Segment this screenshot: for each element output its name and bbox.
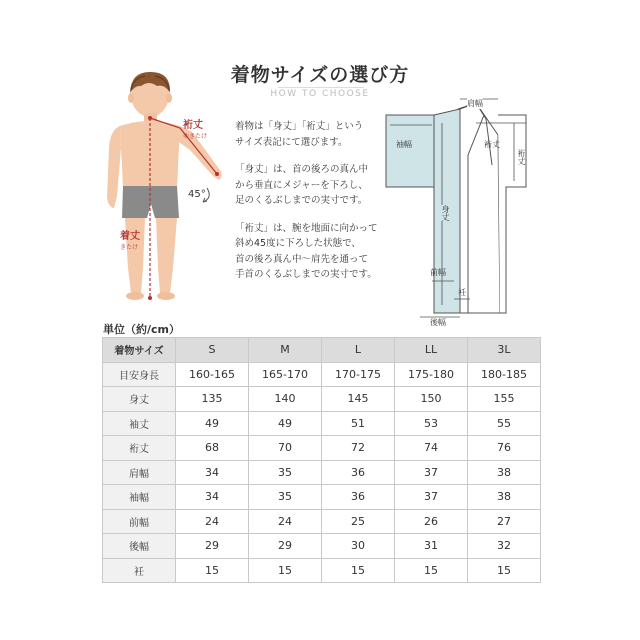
table-cell: 34 <box>176 485 249 510</box>
table-cell: 165-170 <box>249 362 322 387</box>
table-header-cell: 着物サイズ <box>103 338 176 363</box>
body-measure-figure <box>95 68 240 318</box>
table-cell: 15 <box>322 558 395 583</box>
table-cell: 175-180 <box>395 362 468 387</box>
table-cell: 49 <box>176 411 249 436</box>
table-cell: 150 <box>395 387 468 412</box>
yuki-label: 裄丈 <box>183 120 203 131</box>
table-cell: 51 <box>322 411 395 436</box>
table-cell: 72 <box>322 436 395 461</box>
okumi-label: 衽 <box>458 288 466 297</box>
table-cell: 180-185 <box>468 362 541 387</box>
size-table <box>102 337 541 583</box>
angle-label: 45° <box>188 189 206 200</box>
desc-line: から垂直にメジャーを下ろし、 <box>235 179 368 191</box>
table-cell: 15 <box>468 558 541 583</box>
table-cell: 155 <box>468 387 541 412</box>
kitake-reading: きたけ <box>120 244 139 251</box>
table-header-cell: LL <box>395 338 468 363</box>
table-cell: 15 <box>395 558 468 583</box>
table-row <box>103 387 541 412</box>
table-cell: 37 <box>395 460 468 485</box>
table-cell: 37 <box>395 485 468 510</box>
maehaba-label: 前幅 <box>430 268 446 277</box>
table-cell: 135 <box>176 387 249 412</box>
table-cell: 76 <box>468 436 541 461</box>
table-cell: 25 <box>322 509 395 534</box>
table-header-cell: L <box>322 338 395 363</box>
desc-line: サイズ表記にて選びます。 <box>235 136 348 148</box>
desc-line: 首の後ろ真ん中～肩先を通って <box>235 253 369 265</box>
table-row <box>103 509 541 534</box>
table-cell: 31 <box>395 534 468 559</box>
table-cell: 170-175 <box>322 362 395 387</box>
table-cell: 34 <box>176 460 249 485</box>
human-back-illustration <box>95 68 240 318</box>
table-cell: 145 <box>322 387 395 412</box>
row-label: 肩幅 <box>103 460 176 485</box>
table-cell: 38 <box>468 460 541 485</box>
table-row <box>103 534 541 559</box>
table-cell: 36 <box>322 460 395 485</box>
katahaba-label: 肩幅 <box>467 99 483 108</box>
page-subtitle: HOW TO CHOOSE <box>270 89 370 99</box>
unit-label: 単位（約/cm） <box>103 323 180 336</box>
page-title: 着物サイズの選び方 <box>230 64 410 86</box>
table-row <box>103 485 541 510</box>
table-cell: 15 <box>249 558 322 583</box>
desc-line: 手首のくるぶしまでの実寸です。 <box>235 269 377 280</box>
row-label: 後幅 <box>103 534 176 559</box>
row-label: 衽 <box>103 558 176 583</box>
table-cell: 53 <box>395 411 468 436</box>
table-cell: 26 <box>395 509 468 534</box>
kitake-annotation <box>120 227 140 251</box>
row-label: 袖幅 <box>103 485 176 510</box>
table-cell: 36 <box>322 485 395 510</box>
row-label: 身丈 <box>103 387 176 412</box>
table-header-cell: M <box>249 338 322 363</box>
table-cell: 29 <box>249 534 322 559</box>
table-cell: 27 <box>468 509 541 534</box>
table-cell: 24 <box>249 509 322 534</box>
table-cell: 74 <box>395 436 468 461</box>
table-cell: 35 <box>249 485 322 510</box>
table-cell: 35 <box>249 460 322 485</box>
kitake-label: 着丈 <box>120 231 140 242</box>
row-label: 裄丈 <box>103 436 176 461</box>
table-header-cell: 3L <box>468 338 541 363</box>
ushirohaba-label: 後幅 <box>430 318 446 327</box>
table-cell: 30 <box>322 534 395 559</box>
desc-line: 「身丈」は、首の後ろの真ん中 <box>235 164 369 175</box>
row-label: 前幅 <box>103 509 176 534</box>
table-cell: 68 <box>176 436 249 461</box>
table-row <box>103 460 541 485</box>
desc-line: 着物は「身丈」「裄丈」という <box>235 121 364 132</box>
table-row <box>103 436 541 461</box>
row-label: 袖丈 <box>103 411 176 436</box>
yuki-annotation <box>183 116 207 140</box>
table-header-row <box>103 338 541 363</box>
table-header-cell: S <box>176 338 249 363</box>
yukitake-label: 裄丈 <box>484 140 500 149</box>
kimono-diagram <box>380 95 540 330</box>
table-cell: 32 <box>468 534 541 559</box>
mitake-label: 身丈 <box>441 205 450 221</box>
table-cell: 24 <box>176 509 249 534</box>
table-row <box>103 411 541 436</box>
table-cell: 140 <box>249 387 322 412</box>
desc-line: 足のくるぶしまでの実寸です。 <box>235 195 368 206</box>
table-cell: 70 <box>249 436 322 461</box>
sode-vertical-label: 裄丈 <box>517 149 526 165</box>
desc-line: 「裄丈」は、腕を地面に向かって <box>235 222 378 234</box>
table-cell: 55 <box>468 411 541 436</box>
table-cell: 49 <box>249 411 322 436</box>
row-label: 目安身長 <box>103 362 176 387</box>
table-cell: 29 <box>176 534 249 559</box>
desc-line: 斜め45度に下ろした状態で、 <box>235 238 361 249</box>
table-row <box>103 362 541 387</box>
table-cell: 15 <box>176 558 249 583</box>
table-row <box>103 558 541 583</box>
table-cell: 38 <box>468 485 541 510</box>
title-divider <box>278 87 364 88</box>
sodehaba-label: 袖幅 <box>396 140 412 149</box>
yuki-reading: ゆきたけ <box>183 133 208 140</box>
table-cell: 160-165 <box>176 362 249 387</box>
